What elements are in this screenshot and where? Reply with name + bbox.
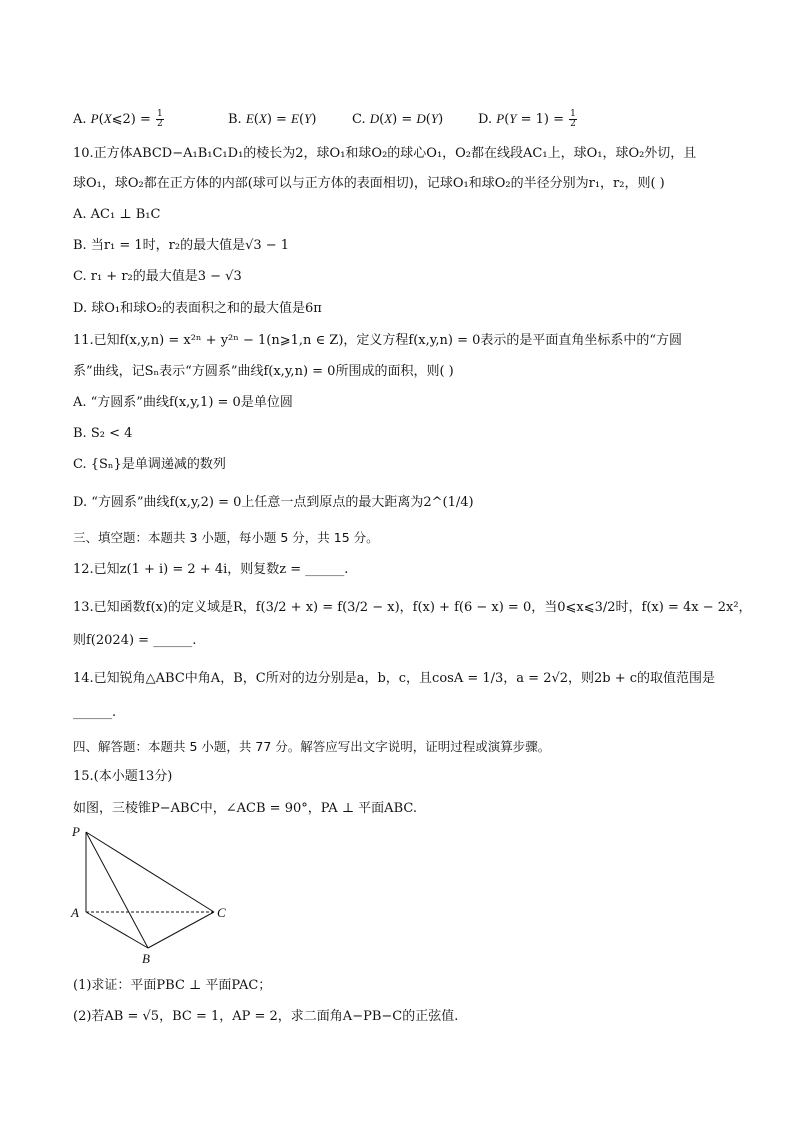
q9-option-b: B. E(X) = E(Y) [228, 111, 317, 127]
q11-option-a: A. “方圆系”曲线f(x,y,1) = 0是单位圆 [73, 395, 293, 410]
label-a: A [71, 905, 79, 920]
pyramid-figure [66, 822, 246, 968]
section-fill-in-heading: 三、填空题：本题共 3 小题，每小题 5 分，共 15 分。 [73, 530, 379, 545]
q9-option-a: A. P(X⩽2) = $\frac{1}{2}$ [73, 109, 163, 129]
q15-part2: (2)若AB = √5，BC = 1，AP = 2，求二面角A−PB−C的正弦值. [73, 1009, 459, 1024]
edge-pb [86, 832, 148, 948]
q15-part1: (1)求证：平面PBC ⊥ 平面PAC； [73, 978, 272, 993]
q15-stem: 如图，三棱锥P−ABC中，∠ACB = 90°，PA ⊥ 平面ABC. [73, 801, 417, 816]
q11-option-b: B. S₂ < 4 [73, 426, 133, 441]
q11-option-c: C. {Sₙ}是单调递减的数列 [73, 457, 226, 472]
label-c: C [217, 905, 226, 920]
q10-option-b: B. 当r₁ = 1时，r₂的最大值是√3 − 1 [73, 238, 290, 253]
q14-line2: ______. [73, 705, 117, 720]
q10-option-d: D. 球O₁和球O₂的表面积之和的最大值是6π [73, 301, 322, 316]
q11-stem-line1: 11.已知f(x,y,n) = x²ⁿ + y²ⁿ − 1(n⩾1,n ∈ Z)，定义方程f(x,y,n) = 0表示的是平面直角坐标系中的“方圆 [73, 333, 683, 348]
q13-line1: 13.已知函数f(x)的定义域是R，f(3/2 + x) = f(3/2 − x)，f(x) + f(6 − x) = 0，当0⩽x⩽3/2时，f(x) = 4x − 2x²， [73, 600, 752, 615]
q15-header: 15.(本小题13分) [73, 769, 173, 784]
q9-option-d: D. P(Y = 1) = $\frac{1}{2}$ [478, 109, 576, 129]
section-solution-heading: 四、解答题：本题共 5 小题，共 77 分。解答应写出文字说明，证明过程或演算步骤。 [73, 739, 551, 754]
q11-option-d: D. “方圆系”曲线f(x,y,2) = 0上任意一点到原点的最大距离为2^(1/4) [73, 495, 474, 510]
q10-stem-line1: 10.正方体ABCD−A₁B₁C₁D₁的棱长为2，球O₁和球O₂的球心O₁，O₂都在线段AC₁上，球O₁，球O₂外切，且 [73, 146, 697, 161]
q14-line1: 14.已知锐角△ABC中角A，B，C所对的边分别是a，b，c，且cosA = 1/3，a = 2√2，则2b + c的取值范围是 [73, 671, 716, 686]
q13-line2: 则f(2024) = ______. [73, 633, 197, 648]
q10-option-a: A. AC₁ ⊥ B₁C [73, 207, 161, 222]
q11-stem-line2: 系”曲线，记Sₙ表示“方圆系”曲线f(x,y,n) = 0所围成的面积，则( ) [73, 364, 454, 379]
q10-stem-line2: 球O₁，球O₂都在正方体的内部(球可以与正方体的表面相切)，记球O₁和球O₂的半径分别为r₁，r₂，则( ) [73, 176, 665, 191]
q12-text: 12.已知z(1 + i) = 2 + 4i，则复数z = ______. [73, 562, 349, 577]
q9-option-c: C. D(X) = D(Y) [352, 111, 444, 127]
q10-option-c: C. r₁ + r₂的最大值是3 − √3 [73, 269, 242, 284]
label-b: B [142, 951, 150, 966]
edge-pc [86, 832, 214, 912]
edge-bc [148, 912, 214, 948]
label-p: P [72, 824, 80, 839]
